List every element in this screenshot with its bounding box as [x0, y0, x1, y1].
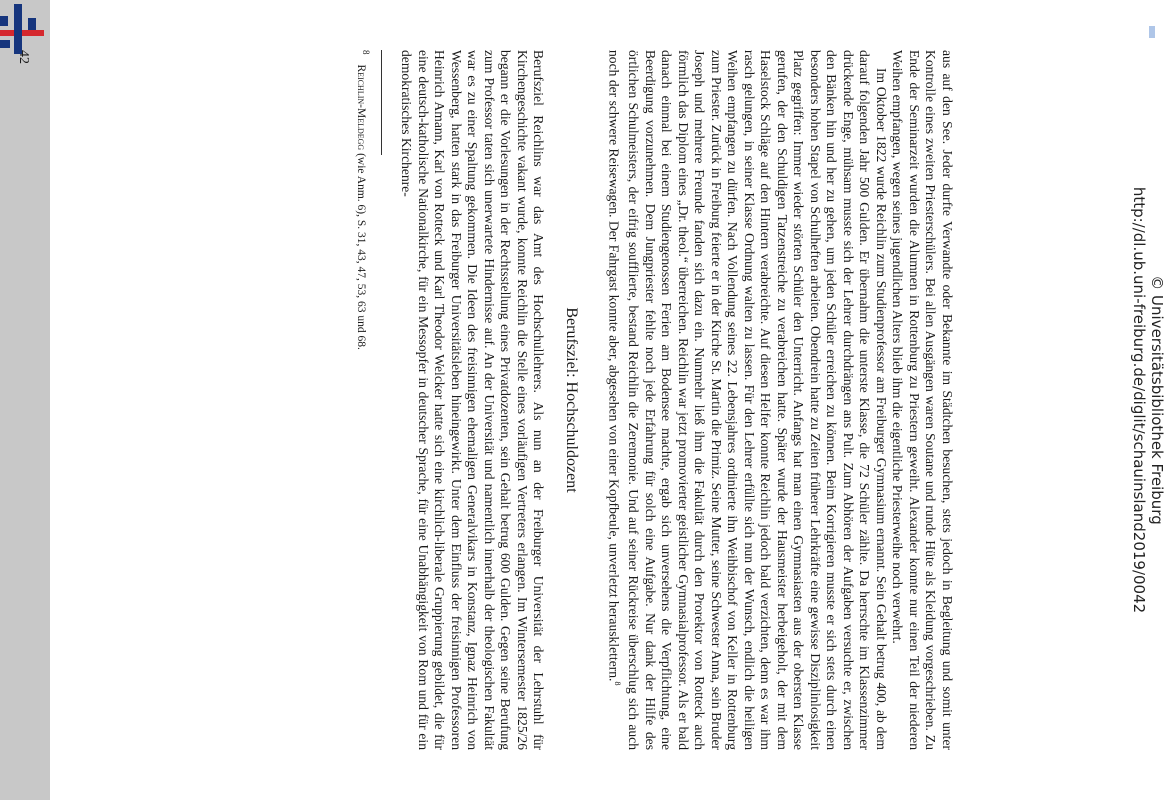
- university-logo: [0, 0, 50, 55]
- scanned-page: [5, 50, 955, 750]
- footnote-rule: [381, 50, 382, 155]
- footnote-number: 8: [360, 50, 371, 55]
- footnote-author: Reichlin-Meldegg: [355, 64, 368, 151]
- credit-panel: [1099, 0, 1166, 800]
- footnote-text: (wie Anm. 6), S. 31, 43, 47, 53, 63 und 68.: [355, 150, 368, 350]
- paragraph-1: aus auf den See. Jeder durfte Verwandte oder Bekannte im Städtchen besuchen, stets jedoch in Begleitung und somit unter Kontrolle eines zweiten Priesterschülers. Bei allen Ausgängen waren Soutane und runde Hüte als Kleidung vorgeschrieben. Zu Ende der Seminarzeit wurden die Alumnen in Rottenburg zu Priestern geweiht. Alexander konnte nur einen Teil der niederen Weihen empfangen, wegen seines jugendlichen Alters blieb ihm die eigentliche Priesterweihe noch verwehrt.: [890, 50, 955, 750]
- credit-url: http://dl.ub.uni-freiburg.de/diglit/schauinsland2019/0042: [1130, 186, 1148, 614]
- paragraph-2: [605, 50, 889, 750]
- page-number: 42: [16, 50, 32, 64]
- footnote: [354, 50, 373, 750]
- footnote-ref: 8: [613, 681, 622, 686]
- credit-owner: © Universitätsbibliothek Freiburg: [1148, 275, 1166, 525]
- paragraph-3: Berufsziel Reichlins war das Amt des Hochschullehrers. Als nun an der Freiburger Universität der Lehrstuhl für Kirchengeschichte vakant wurde, konnte Reichlin die Stelle eines vorläufigen Vertreters erlangen. Im Wintersemester 1825/26 begann er die Vorlesungen in der Rechtsstellung eines Privatdozenten, sein Gehalt betrug 600 Gulden. Gegen seine Berufung zum Professor taten sich unerwartete Hindernisse auf. An der Universität und namentlich innerhalb der theologischen Fakultät war es zu einer Spaltung gekommen. Die Ideen des freisinnigen ehemaligen Generalvikars in Konstanz, Ignaz Heinrich von Wessenberg, hatten stark in das Freiburger Universitätsleben hineingewirkt. Unter dem Einfluss der freisinnigen Professoren Heinrich Amann, Karl von Rotteck und Karl Theodor Welcker hatte sich eine kirchlich-liberale Gruppierung gebildet, die für eine deutsch-katholische Nationalkirche, für ein Messopfer in deutscher Sprache, für eine Unabhängigkeit von Rom und für ein demokratisches Kirchenre-: [399, 50, 547, 750]
- section-heading: Berufsziel: Hochschuldozent: [562, 307, 580, 493]
- paragraph-2-text: Im Oktober 1822 wurde Reichlin zum Studienprofessor am Freiburger Gymnasium ernannt. Sein Gehalt betrug 400, ab dem darauf folgenden Jahr 500 Gulden. Er übernahm die unterste Klasse, die 72 Schüler zählte. Da herrschte im Klassenzimmer drückende Enge, mühsam musste sich der Lehrer durchdrängen ans Pult. Zum Abhören der Aufgaben versuchte er, zwischen den Bänken hin und her zu gehen, um jeden Schüler erreichen zu können. Beim Korrigieren musste er sich stets durch einen besonders hohen Stapel von Schulheften arbeiten. Obendrein hatte zu Zeiten früherer Lehrkräfte eine gewisse Disziplinlosigkeit Platz gegriffen: Immer wieder störten Schüler den Unterricht. Anfangs hat man einen Gymnasiasten aus der obersten Klasse gerufen, der den Schuldigen Tatzenstreiche zu verabreichen hatte. Später wurde der Hausmeister herbeigeholt, der mit dem Haselstock Schläge auf den Hintern verabreichte. Auf diesen Helfer konnte Reichlin jedoch bald verzichten, denn es war ihm rasch gelungen, in seiner Klasse Ordnung walten zu lassen. Für den Lehrer erfüllte sich nun der Wunsch, endlich die heiligen Weihen empfangen zu dürfen. Nach Vollendung seines 22. Lebensjahres ordinierte ihn Weihbischof von Keller in Rottenburg zum Priester. Zurück in Freiburg feierte er in der Kirche St. Martin die Primiz. Seine Mutter, seine Schwester Anna, sein Bruder Joseph und mehrere Freunde fanden sich dazu ein. Nunmehr ließ ihm die Fakultät durch den Prorektor von Rotteck auch förmlich das Diplom eines „Dr. theol.“ überreichen. Reichlin war jetzt promovierter geistlicher Gymnasialprofessor. Als er bald danach einmal bei einem Studiengenossen Ferien am Bodensee machte, ergab sich unversehens die Verpflichtung, eine Beerdigung vorzunehmen. Dem Jungpriester fehlte noch jede Erfahrung für solch eine Aufgabe. Nur dank der Hilfe des örtlichen Schulmeisters, der eifrig soufflierte, bestand Reichlin die Zeremonie. Und auf seiner Rückreise überschlug sich auch noch der schwere Reisewagen. Der Fahrgast konnte aber, abgesehen von einer Kopfbeule, unverletzt herausklettern.: [606, 50, 889, 750]
